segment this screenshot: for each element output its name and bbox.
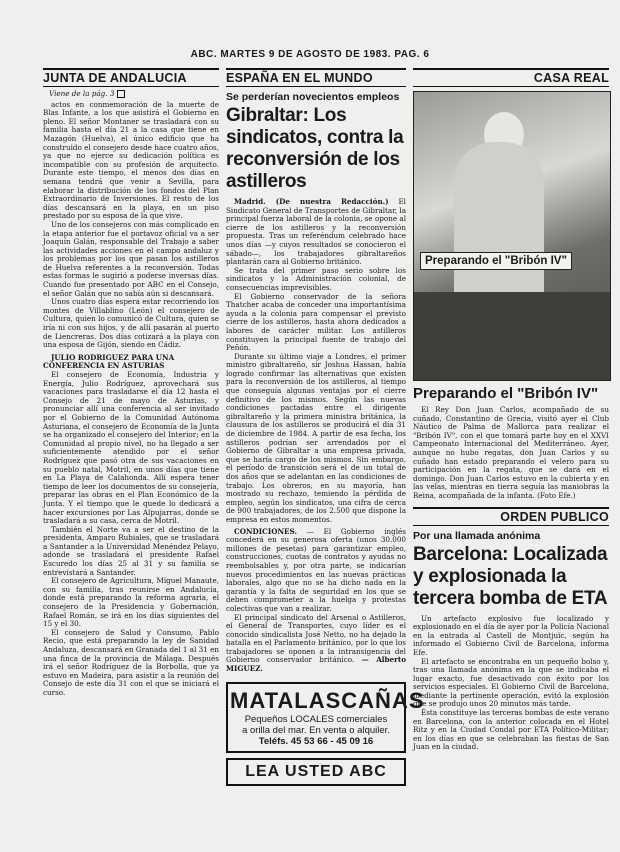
- barcelona-paragraph-1: Un artefacto explosivo fue localizado y explosionado en el día de ayer por la Policía Nacional en la entrada al Castell de Montjuïc, según ha informado el Gobierno Civil de Barcelona, informa Efe.: [413, 613, 609, 657]
- matalascanas-ad: [226, 682, 425, 753]
- box-icon: [117, 90, 125, 98]
- left-item2-paragraph-3: El consejero de Agricultura, Miguel Manaute, con su familia, tras reunirse en Andalucía, donde está preparando la reforma agraria, el consejero de la Presidencia y Gobernación, Rafael Román, se irá en los días siguientes del 15 y el 30.: [43, 576, 219, 629]
- ad-title: MATALASCAÑAS: [230, 687, 425, 713]
- barcelona-kicker: Por una llamada anónima: [413, 529, 541, 542]
- left-item2-paragraph-4: El consejero de Salud y Consumo, Pablo Recio, que está preparando la ley de Sanidad Andaluza, descansará en Granada del 1 al 31 en una finca de la provincia de Málaga. Después irá el señor Rodríguez de la Borbolla, que ya estuvo en Madeira, para asistir a la reunión del Consejo de este día 31 con el que se iniciará el curso.: [43, 627, 219, 697]
- photo-label: Preparando el "Bribón IV": [420, 252, 572, 270]
- section-casa-real: CASA REAL: [413, 68, 609, 87]
- left-item2-paragraph-2: También el Norte va a ser el destino de la presidenta, Amparo Rubiales, que se trasladará a Santander a la Universidad Menéndez Pelayo, adonde se trasladará el presidente Rafael Escuredo los días 25 al 31 y su familia se entrevistará a Santander.: [43, 524, 219, 577]
- barcelona-headline: Barcelona: Localizada y explosionada la tercera bomba de ETA: [413, 543, 608, 609]
- gibraltar-paragraph-2: Se trata del primer paso serio sobre los sindicatos y la Administración colonial, de consecuencias imprevisibles.: [226, 265, 406, 292]
- sailboat-photo: [413, 91, 611, 381]
- conditions-paragraph-2: El principal sindicato del Arsenal o Astilleros, el General de Transportes, cuyo líder es el conocido sindicalista José Netto, no ha dejado la batalla en el Parlamento británico, por lo que los trabajadores se oponen a la intransigencia del Gobierno conservador británico. — Alberto MIGUEZ.: [226, 612, 406, 674]
- middle-column: [226, 68, 425, 786]
- gibraltar-kicker: Se perderían novecientos empleos: [226, 91, 400, 103]
- section-junta-andalucia: JUNTA DE ANDALUCIA: [43, 68, 219, 87]
- left-item2-paragraph-1: El consejero de Economía, Industria y Energía, Julio Rodríguez, aprovechará sus vacaciones para trasladarse el día 12 hasta el Consejo de 21 de mayo de Asturias, y pronunciar allí una conferencia al ser invitado por el Gobierno de la Comunidad Autónoma Asturiana, el consejero de Economía de la Junta se ha organizado el consejero del Interior; en la Comunidad al propio nivel, no ha llegado a ser suficientemente atendido por el señor Rodríguez que pasó otra de sus vacaciones en su pueblo natal, Motril, en unos días que tiene en La Playa de Calahonda. Allí espera tener tiempo de leer los documentos de su consejería, preparar las obras en el Plan Económico de la Junta. Y el tiempo que le quede lo dedicará a hacer excursiones por Las Alpujarras, donde se trasladará a su casa, cerca de Motril.: [43, 370, 219, 526]
- ad-line-1: Pequeños LOCALES comerciales: [244, 713, 388, 725]
- section-orden-publico: ORDEN PUBLICO: [413, 507, 609, 526]
- item2-title: JULIO RODRIGUEZ PARA UNA CONFERENCIA EN ASTURIAS: [43, 352, 175, 371]
- right-column: [413, 68, 609, 752]
- section-espana-mundo: ESPAÑA EN EL MUNDO: [226, 68, 406, 87]
- left-paragraph-1: actos en conmemoración de la muerte de Blas Infante, a los que asistirá el Gobierno en pleno. El señor Montaner se trasladará con su familia hasta el día 21 a la casa que tiene en Mazagón (Huelva), el único edificio que ha construido el consejero desde hace cuatro años, ya que no ejerce su dedicación política es incompatible con su profesión de arquitecto. Durante este tiempo, el menos dos días en semana tendrá que venir a Sevilla, para elaborar la distribución de los fondos del Plan Extraordinario de Inversiones. El resto de los días descansará en la playa, en un piso prestado por su esposa de la que vive.: [43, 99, 219, 221]
- left-paragraph-2: Uno de los consejeros con más complicado en la etapa anterior fue el portavoz oficial va a ser Joaquín Galán, responsable del Trabajo a saber las actividades acciones en el campo andaluz y los problemas por los que pasan los astilleros de Huelva referentes a la reconversión. Todas estas formas le sugirió a poderse inversas días. Cuando fue presentado por ABC en el Consejo, el señor Galán que no sabía aún si descansará.: [43, 219, 219, 298]
- gibraltar-paragraph-4: Durante su último viaje a Londres, el primer ministro gibraltareño, sir Joshua Hassan, había logrado confirmar las alternativas que existen para la reconversión de los astilleros, al tiempo que conseguía algunas ventajas por el cierre definitivo de los mismos. Según las nuevas condiciones pactadas entre el dirigente gibraltareño y la primera ministra británica, la clausura de los astilleros se producirá el día 31 de diciembre de 1984. A partir de esa fecha, los astilleros podrían ser arrendados por el Gobierno de Gibraltar a una empresa privada, que se haría cargo de los mismos. Sin embargo, el período de transición será el de un total de dos años que se adelantan en las condiciones de trabajo. Los obreros, en su mayoría, han mostrado su rechazo, temiendo la pérdida de empleo, según los sindicatos, una cifra de cerca de 900 trabajadores, de los 2.500 que dispone la empresa en estos momentos.: [226, 351, 406, 524]
- photo-title: Preparando el "Bribón IV": [413, 385, 599, 402]
- ad-line-2: a orilla del mar. En venta o alquiler.: [242, 724, 390, 736]
- gibraltar-headline: Gibraltar: Los sindicatos, contra la reconversión de los astilleros: [226, 105, 404, 192]
- barcelona-paragraph-3: Ésta constituye las terceras bombas de este verano en Barcelona, con la anterior colocada en el Hotel Ritz y en la Ciudad Condal por ETA Político-Militar; en los días en que se celebraban las fiestas de San Juan en la ciudad.: [413, 708, 609, 752]
- gibraltar-paragraph-3: El Gobierno conservador de la señora Thatcher acaba de conceder una importantísima ayuda a la colonia para compensar el previsto cierre de los astilleros, hasta ahora dedicados a labores de carácter militar. Los astilleros constituyen la principal fuente de trabajo del Peñón.: [226, 291, 406, 353]
- left-paragraph-3: Unos cuatro días espera estar recorriendo los montes de Villablino (León) el consejero de Cultura, quien lo comunicó de Cultura, quien se iría ni con sus hijos, y de allí pasarán al puerto de Liencreras. Dos días cotizará a la playa con una esposa de Gijón, siendo en Cádiz.: [43, 297, 219, 350]
- conditions-paragraph-1: CONDICIONES. — El Gobierno inglés concederá en su generosa oferta (unos 30.000 millones de pesetas) para garantizar empleo, construcciones, cuotas de contratos y ayudas no reembolsables y, por otra parte, se indicarían nuevos procedimientos en las nuevas prácticas laborales, algo que no se ha dicho nada en la garantía y la falta de seguridad en los que se deben comprometer a la huelga y protestas colectivas que van a realizar.: [226, 526, 406, 613]
- photo-caption: El Rey Don Juan Carlos, acompañado de su cuñado, Constantino de Grecia, visitó ayer el Club Náutico de Palma de Mallorca para realizar el "Bribón IV", con el que tomará parte hoy en el XXVI Campeonato Internacional del Mediterráneo. Ayer, aunque no hubo regatas, don Juan Carlos y su cuñado han estado preparando el velero para su participación en la regata, que se dará en el domingo. Don Juan Carlos estuvo en la cubierta y en las velas, mientras en tierra seguía las maniobras la Reina, acompañada de la infanta. (Foto Efe.): [413, 405, 609, 500]
- barcelona-paragraph-2: El artefacto se encontraba en un pequeño bolso y, tras una llamada anónima en la que se indicaba el lugar exacto, fue desactivado con éxito por los servicios especiales. El Gobierno Civil de Barcelona, mediante la pertinente operación, evitó la explosión que se produjo unos 20 minutos más tarde.: [413, 656, 609, 709]
- ad-phone: Teléfs. 45 53 66 - 45 09 16: [258, 735, 374, 747]
- continuation-note: Viene de la pág. 3: [49, 90, 219, 99]
- lea-abc-ad: LEA USTED ABC: [226, 758, 406, 786]
- gibraltar-paragraph-1: Madrid. (De nuestra Redacción.) El Sindicato General de Transportes de Gibraltar, la principal fuerza laboral de la colonia, se opone al cierre de los astilleros y la reconversión propuesta. Tras un referéndum celebrado hace unos días —y cuyos resultados se conocieron el sábado—, los trabajadores gibraltareños plantarán cara al Gobierno británico.: [226, 197, 406, 267]
- left-column: [43, 68, 219, 698]
- page-header: ABC. MARTES 9 DE AGOSTO DE 1983. PAG. 6: [190, 49, 430, 60]
